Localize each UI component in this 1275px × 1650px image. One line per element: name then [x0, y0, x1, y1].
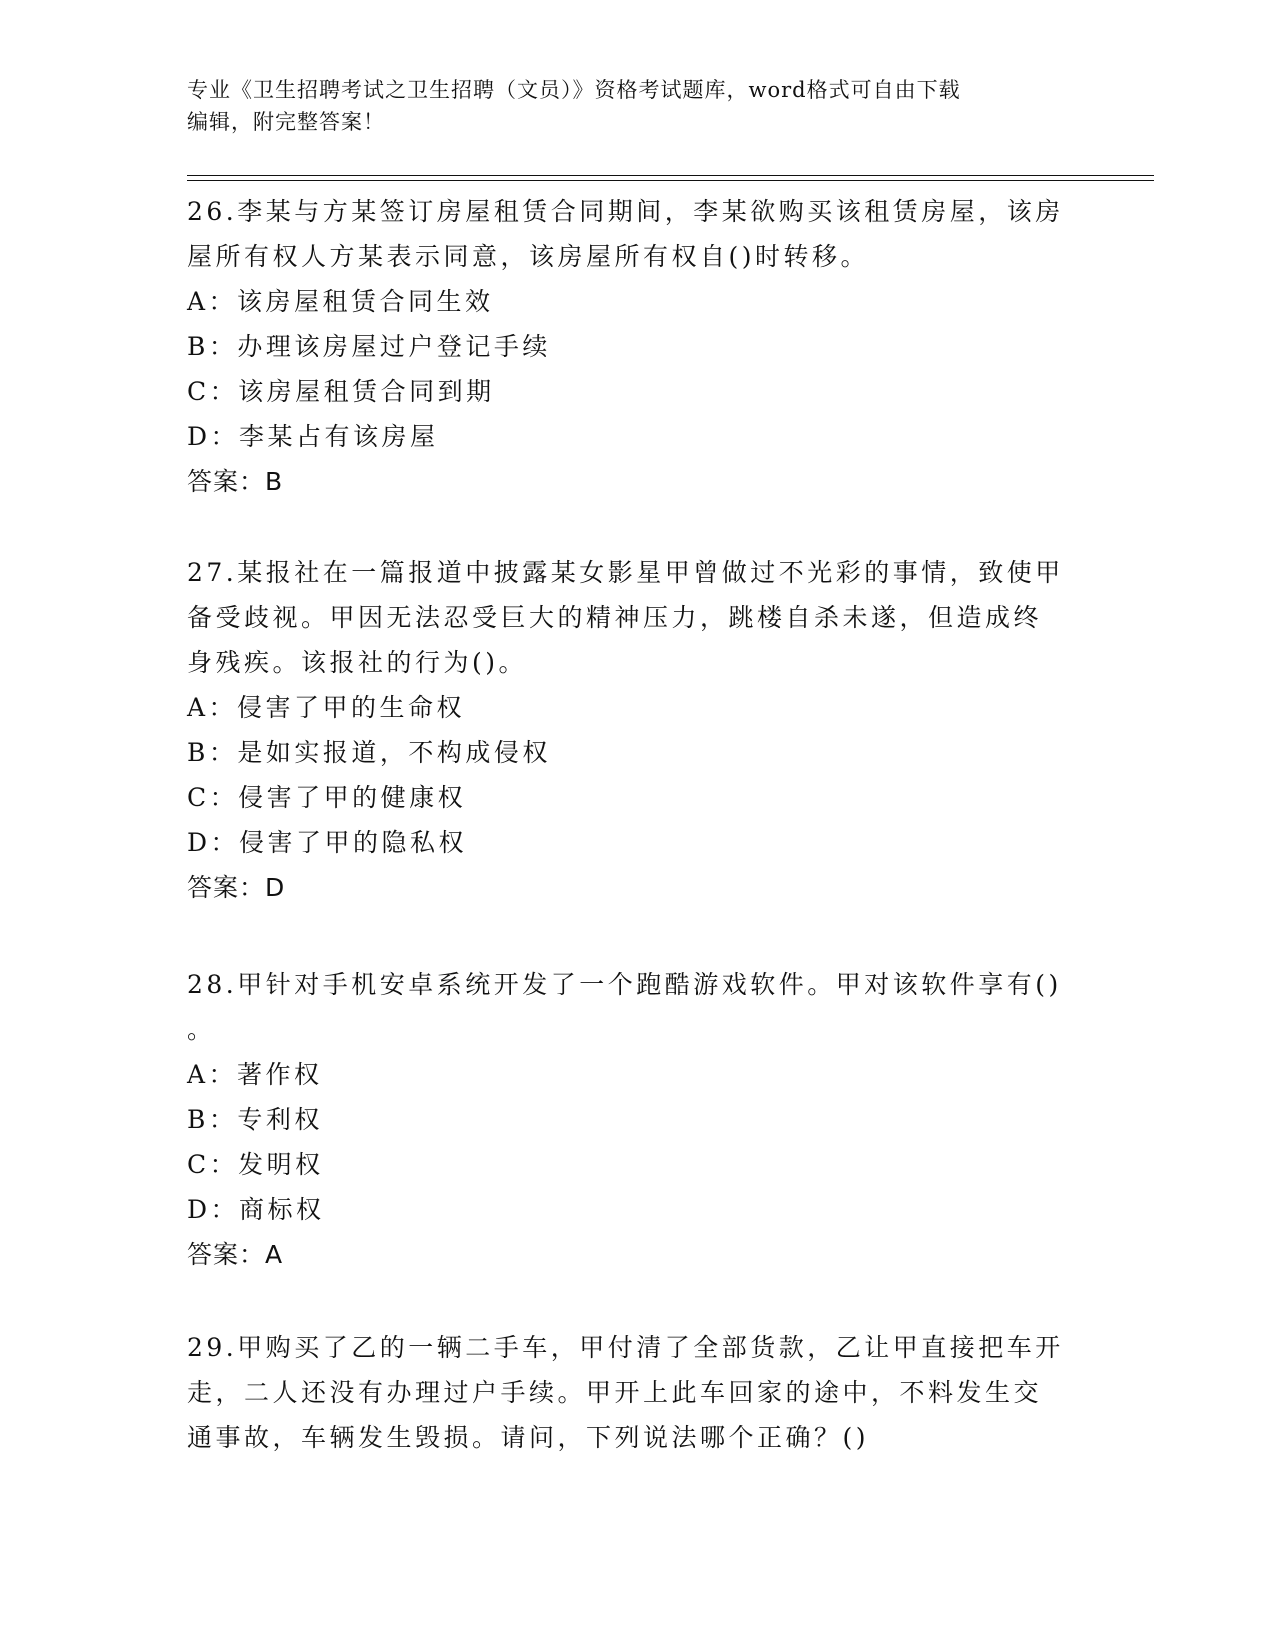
question-stem-line: 26.李某与方某签订房屋租赁合同期间，李某欲购买该租赁房屋，该房	[187, 197, 1064, 226]
question-stem-line: 27.某报社在一篇报道中披露某女影星甲曾做过不光彩的事情，致使甲	[187, 558, 1064, 587]
question-stem-line: 。	[187, 1015, 216, 1044]
answer-label: 答案：A	[187, 1240, 284, 1269]
header-line: 专业《卫生招聘考试之卫生招聘（文员）》资格考试题库，word格式可自由下载	[187, 78, 961, 102]
option-a: A：著作权	[187, 1060, 323, 1089]
answer-label: 答案：D	[187, 873, 286, 902]
question-27	[187, 550, 1087, 910]
question-stem-line: 28.甲针对手机安卓系统开发了一个跑酷游戏软件。甲对该软件享有()	[187, 970, 1062, 999]
option-c: C：发明权	[187, 1150, 324, 1179]
question-stem-line: 29.甲购买了乙的一辆二手车，甲付清了全部货款，乙让甲直接把车开	[187, 1333, 1064, 1362]
option-b: B：办理该房屋过户登记手续	[187, 332, 551, 361]
question-28	[187, 962, 1087, 1277]
header-divider	[187, 175, 1154, 176]
question-26	[187, 189, 1087, 504]
question-stem-line: 走，二人还没有办理过户手续。甲开上此车回家的途中，不料发生交	[187, 1378, 1043, 1407]
question-stem-line: 屋所有权人方某表示同意，该房屋所有权自()时转移。	[187, 242, 870, 271]
document-header	[187, 74, 1067, 138]
question-stem-line: 通事故，车辆发生毁损。请问，下列说法哪个正确？()	[187, 1423, 870, 1452]
header-line: 编辑，附完整答案！	[187, 110, 385, 134]
option-b: B：专利权	[187, 1105, 323, 1134]
question-29	[187, 1325, 1087, 1460]
option-c: C：该房屋租赁合同到期	[187, 377, 495, 406]
option-b: B：是如实报道，不构成侵权	[187, 738, 551, 767]
option-a: A：侵害了甲的生命权	[187, 693, 466, 722]
question-stem-line: 备受歧视。甲因无法忍受巨大的精神压力，跳楼自杀未遂，但造成终	[187, 603, 1043, 632]
option-a: A：该房屋租赁合同生效	[187, 287, 494, 316]
option-d: D：侵害了甲的隐私权	[187, 828, 468, 857]
option-d: D：商标权	[187, 1195, 325, 1224]
header-divider	[187, 180, 1154, 181]
answer-label: 答案：B	[187, 467, 284, 496]
option-c: C：侵害了甲的健康权	[187, 783, 467, 812]
question-stem-line: 身残疾。该报社的行为()。	[187, 648, 528, 677]
option-d: D：李某占有该房屋	[187, 422, 439, 451]
